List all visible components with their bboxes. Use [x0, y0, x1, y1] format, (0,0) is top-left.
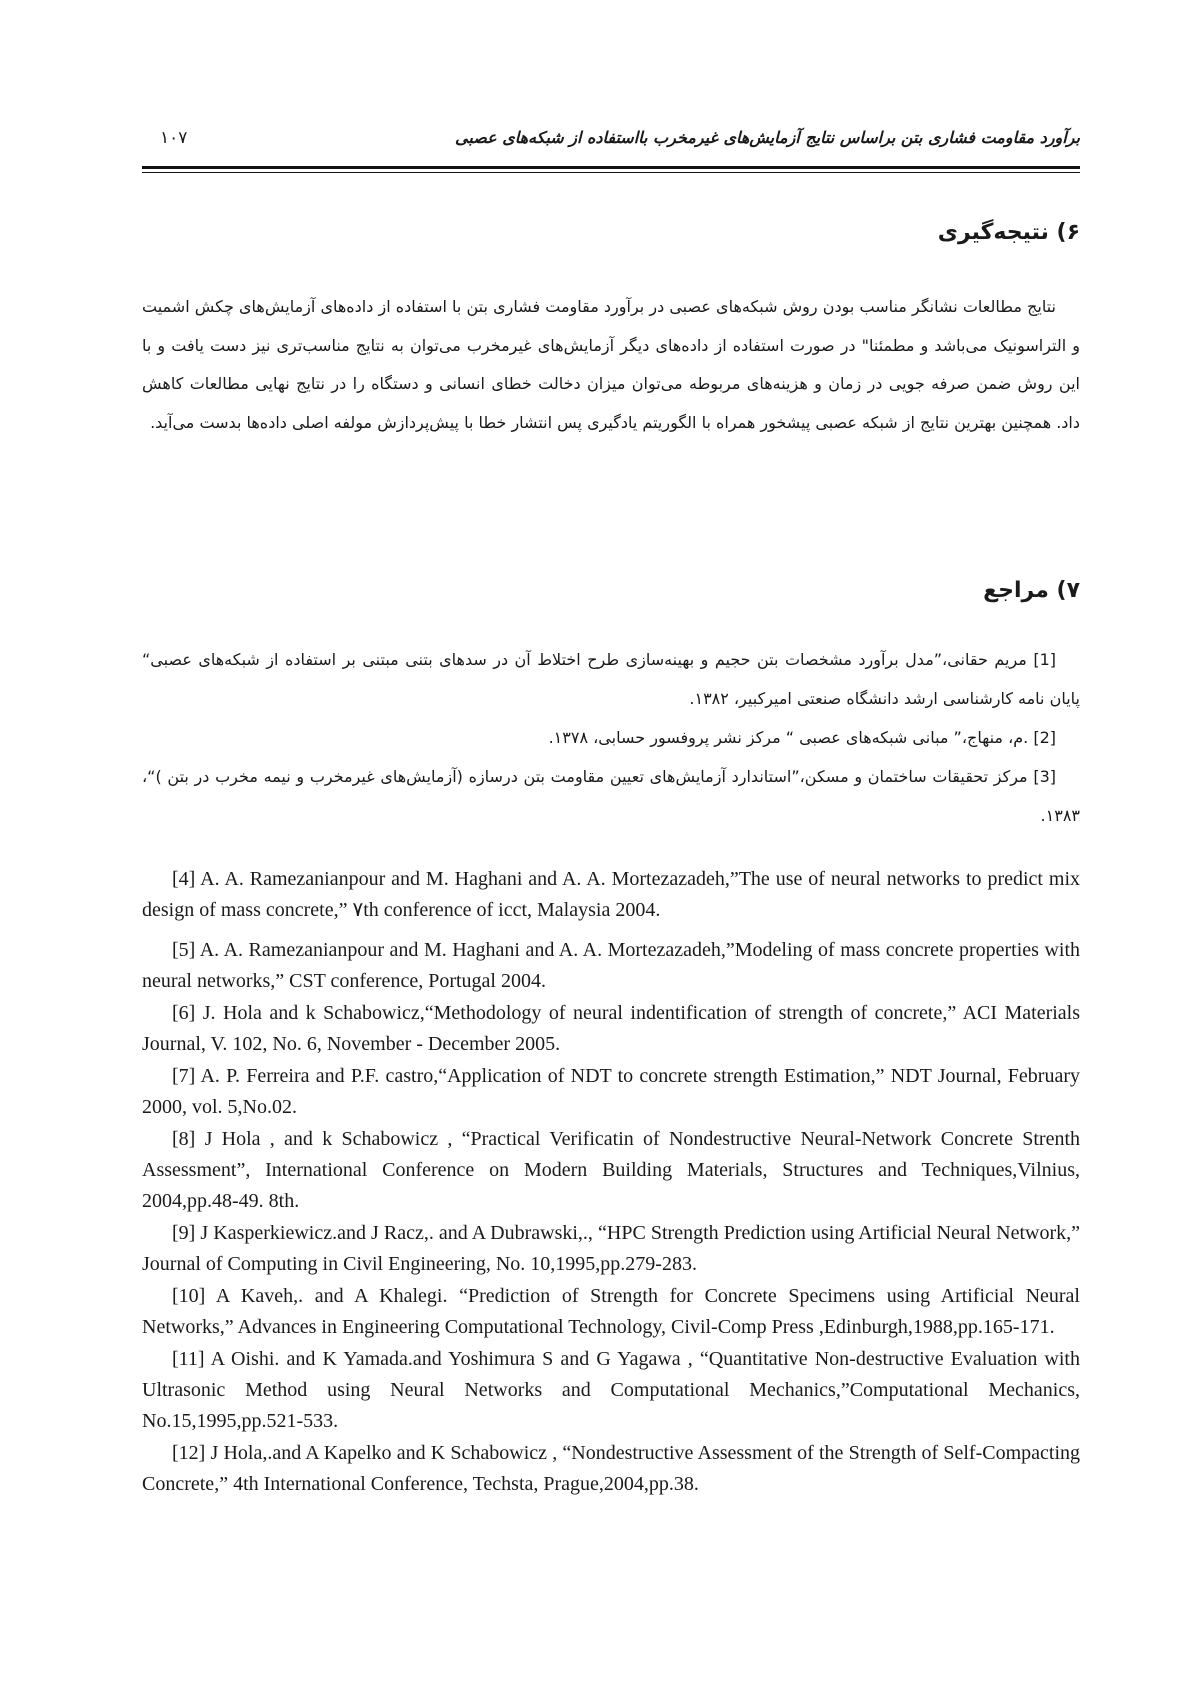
- reference-item: [10] A Kaveh,. and A Khalegi. “Prediction of Strength for Concrete Specimens using Artificial Neural Networks,” Advances in Engineering Computational Technology, Civil-Comp Press ,Edinburgh,1988,pp.165-171.: [142, 1285, 1080, 1338]
- reference-item: [12] J Hola,.and A Kapelko and K Schabowicz , “Nondestructive Assessment of the Strength of Self-Compacting Concrete,” 4th International Conference, Techsta, Prague,2004,pp.38.: [142, 1442, 1080, 1495]
- reference-item: [6] J. Hola and k Schabowicz,“Methodology of neural indentification of strength of concrete,” ACI Materials Journal, V. 102, No. 6, November - December 2005.: [142, 1002, 1080, 1055]
- reference-item: [11] A Oishi. and K Yamada.and Yoshimura S and G Yagawa , “Quantitative Non-destructive Evaluation with Ultrasonic Method using Neural Networks and Computational Mechanics,”Computational Mechanics, No.15,1995,pp.521-533.: [142, 1348, 1080, 1432]
- conclusion-heading: ۶) نتیجه‌گیری: [937, 220, 1080, 245]
- reference-item: [5] A. A. Ramezanianpour and M. Haghani and A. A. Mortezazadeh,”Modeling of mass concrete properties with neural networks,” CST conference, Portugal 2004.: [142, 939, 1080, 992]
- page-number: ۱۰۷: [160, 128, 188, 148]
- conclusion-paragraph: نتایج مطالعات نشانگر مناسب بودن روش شبکه‌های عصبی در برآورد مقاومت فشاری بتن با استفاده از داده‌های آزمایش‌های چکش اشمیت و التراسونیک می‌باشد و مطمئنا" در صورت استفاده از داده‌های دیگر آزمایش‌های غیرمخرب می‌توان به نتایج مناسب‌تری نیز دست یافت و با این روش ضمن صرفه جویی در زمان و هزینه‌های مربوطه می‌توان میزان دخالت خطای انسانی و دستگاه را در نتایج نهایی مطالعات کاهش داد. همچنین بهترین نتایج از شبکه عصبی پیشخور همراه با الگوریتم یادگیری پس انتشار خطا با پیش‌پردازش مولفه اصلی داده‌ها بدست می‌آید.: [142, 297, 1080, 432]
- reference-item: [2] .م، منهاج،” مبانی شبکه‌های عصبی “ مرکز نشر پروفسور حسابی، ۱۳۷۸.: [548, 728, 1056, 747]
- references-heading: ۷) مراجع: [983, 578, 1080, 603]
- reference-item: [3] مرکز تحقیقات ساختمان و مسکن،”استاندارد آزمایش‌های تعیین مقاومت بتن درسازه (آزمایش‌های غیرمخرب و نیمه مخرب در بتن )“، ۱۳۸۳.: [142, 767, 1080, 825]
- header-rule-thin: [142, 172, 1080, 173]
- running-title: برآورد مقاومت فشاری بتن براساس نتایج آزمایش‌های غیرمخرب بااستفاده از شبکه‌های عصبی: [455, 128, 1080, 147]
- header-rule: [142, 166, 1080, 169]
- english-references: [142, 864, 1080, 1501]
- reference-item: [7] A. P. Ferreira and P.F. castro,“Application of NDT to concrete strength Estimation,” NDT Journal, February 2000, vol. 5,No.02.: [142, 1065, 1080, 1118]
- reference-item: [1] مریم حقانی،”مدل برآورد مشخصات بتن حجیم و بهینه‌سازی طرح اختلاط آن در سدهای بتنی مبتنی بر استفاده از شبکه‌های عصبی“ پایان نامه کارشناسی ارشد دانشگاه صنعتی امیرکبیر، ۱۳۸۲.: [142, 650, 1080, 708]
- reference-item: [8] J Hola , and k Schabowicz , “Practical Verificatin of Nondestructive Neural-Network Concrete Strenth Assessment”, International Conference on Modern Building Materials, Structures and Techniques,Vilnius, 2004,pp.48-49. 8th.: [142, 1128, 1080, 1212]
- persian-references: [142, 640, 1080, 835]
- page-header: [142, 122, 1080, 162]
- reference-item: [9] J Kasperkiewicz.and J Racz,. and A Dubrawski,., “HPC Strength Prediction using Artificial Neural Network,” Journal of Computing in Civil Engineering, No. 10,1995,pp.279-283.: [142, 1222, 1080, 1275]
- reference-item: [4] A. A. Ramezanianpour and M. Haghani and A. A. Mortezazadeh,”The use of neural networks to predict mix design of mass concrete,” ۷th conference of icct, Malaysia 2004.: [142, 868, 1080, 921]
